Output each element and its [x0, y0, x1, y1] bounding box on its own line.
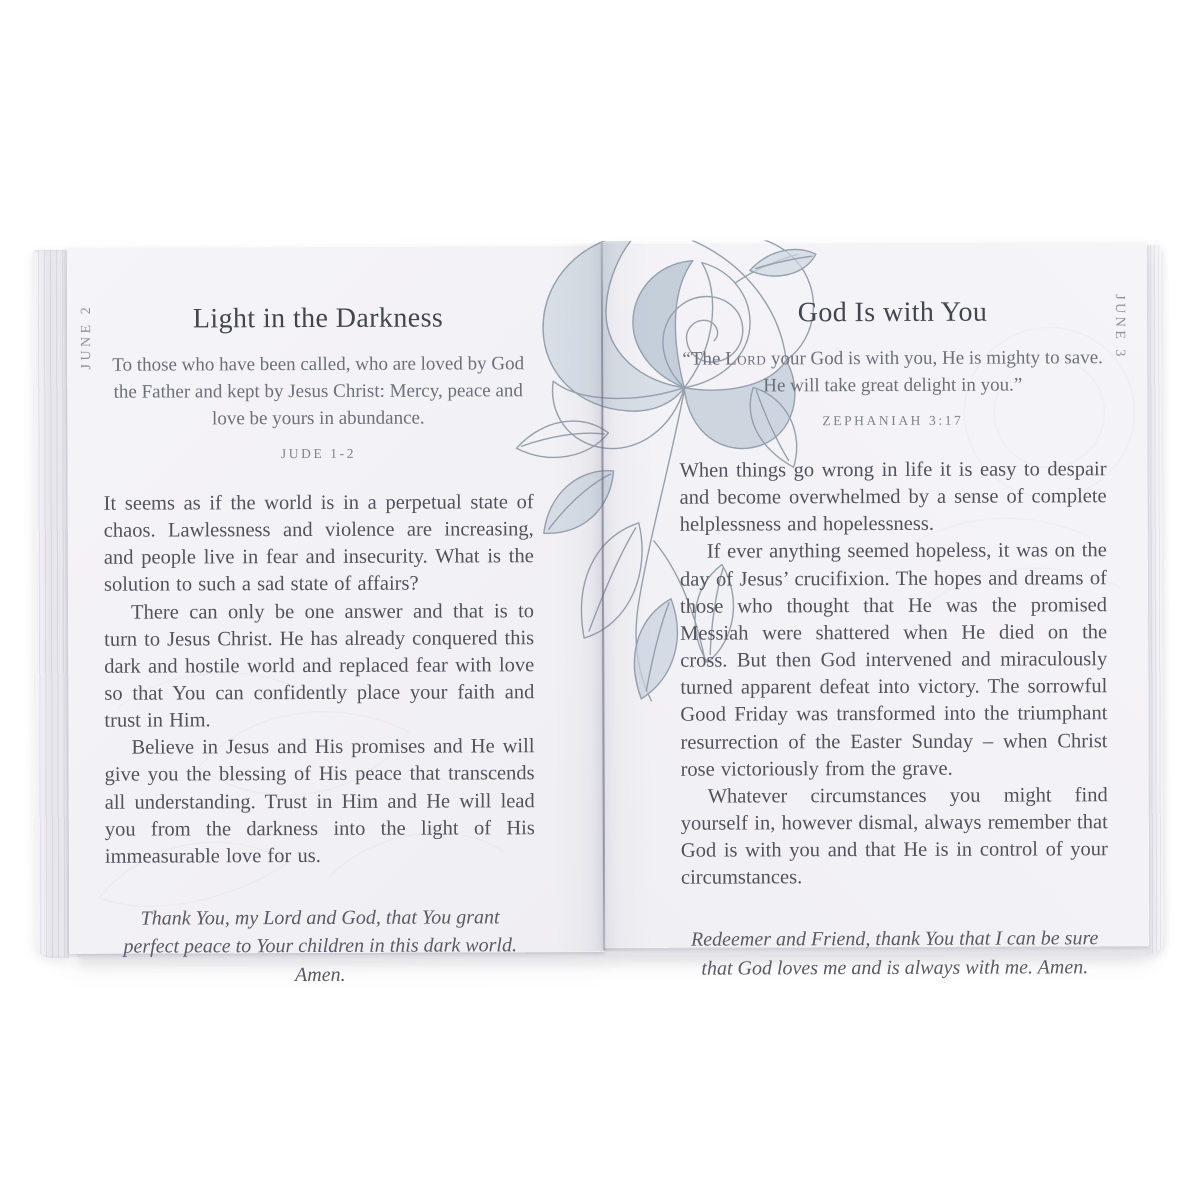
scripture-verse-right [679, 345, 1106, 400]
scripture-reference-left: JUDE 1-2 [280, 445, 357, 462]
scripture-text: your God is with you, He is mighty to save. He will take great delight in you.” [763, 347, 1103, 397]
left-fore-edge-pages [33, 250, 69, 958]
margin-date-right: JUNE 3 [1111, 294, 1128, 360]
paragraph: It seems as if the world is in a perpetual state of chaos. Lawlessness and violence are increasing, and people live in fear and insecurity. What is the solution to such a sad state of affairs? [103, 491, 534, 597]
open-book [33, 241, 1163, 986]
paragraph: Whatever circumstances you might find yourself in, however dismal, always remember that God is with you and that He is in control of your circumstances. [680, 784, 1108, 889]
right-page [602, 241, 1149, 980]
paragraph: Believe in Jesus and His promises and He will give you the blessing of His peace that transcends all understanding. Trust in Him and He will lead you from the darkness into the light of His immeasurable love for us. [104, 735, 535, 868]
devotion-body-left [104, 489, 535, 871]
paragraph: When things go wrong in life it is easy to despair and become overwhelmed by a sense of complete helplessness and hopelessness. [679, 458, 1107, 536]
margin-date-left: JUNE 2 [78, 303, 95, 370]
paragraph: There can only be one answer and that is to turn to Jesus Christ. He has already conquered this dark and hostile world and replaced fear with love so that You can confidently place your faith and trust in Him. [104, 599, 535, 732]
lord-smallcaps: Lord [725, 348, 767, 370]
scripture-reference-right: ZEPHANIAH 3:17 [822, 412, 964, 429]
closing-prayer-right: Redeemer and Friend, thank You that I can be sure that God loves me and is always with me. Amen. [690, 927, 1099, 980]
scripture-verse-left: To those who have been called, who are loved by God the Father and kept by Jesus Christ: Mercy, peace and love be yours in abundance. [112, 353, 525, 430]
devotion-title-left: Light in the Darkness [192, 302, 444, 335]
paragraph: If ever anything seemed hopeless, it was on the day of Jesus’ crucifixion. The hopes and dreams of those who thought that He was the promised Messiah were shattered when He died on the cross. But then God intervened and miraculously turned apparent defeat into victory. The sorrowful Good Friday was transformed into the triumphant resurrection of the Easter Sunday – when Christ rose victoriously from the grave. [679, 539, 1108, 781]
devotion-title-right: God Is with You [797, 296, 988, 329]
left-page [67, 245, 604, 986]
scripture-text: “The [682, 348, 726, 370]
closing-prayer-left: Thank You, my Lord and God, that You grant perfect peace to Your children in this dark world. Amen. [123, 906, 517, 986]
devotion-body-right [680, 456, 1109, 892]
right-fore-edge-pages [1147, 245, 1163, 953]
